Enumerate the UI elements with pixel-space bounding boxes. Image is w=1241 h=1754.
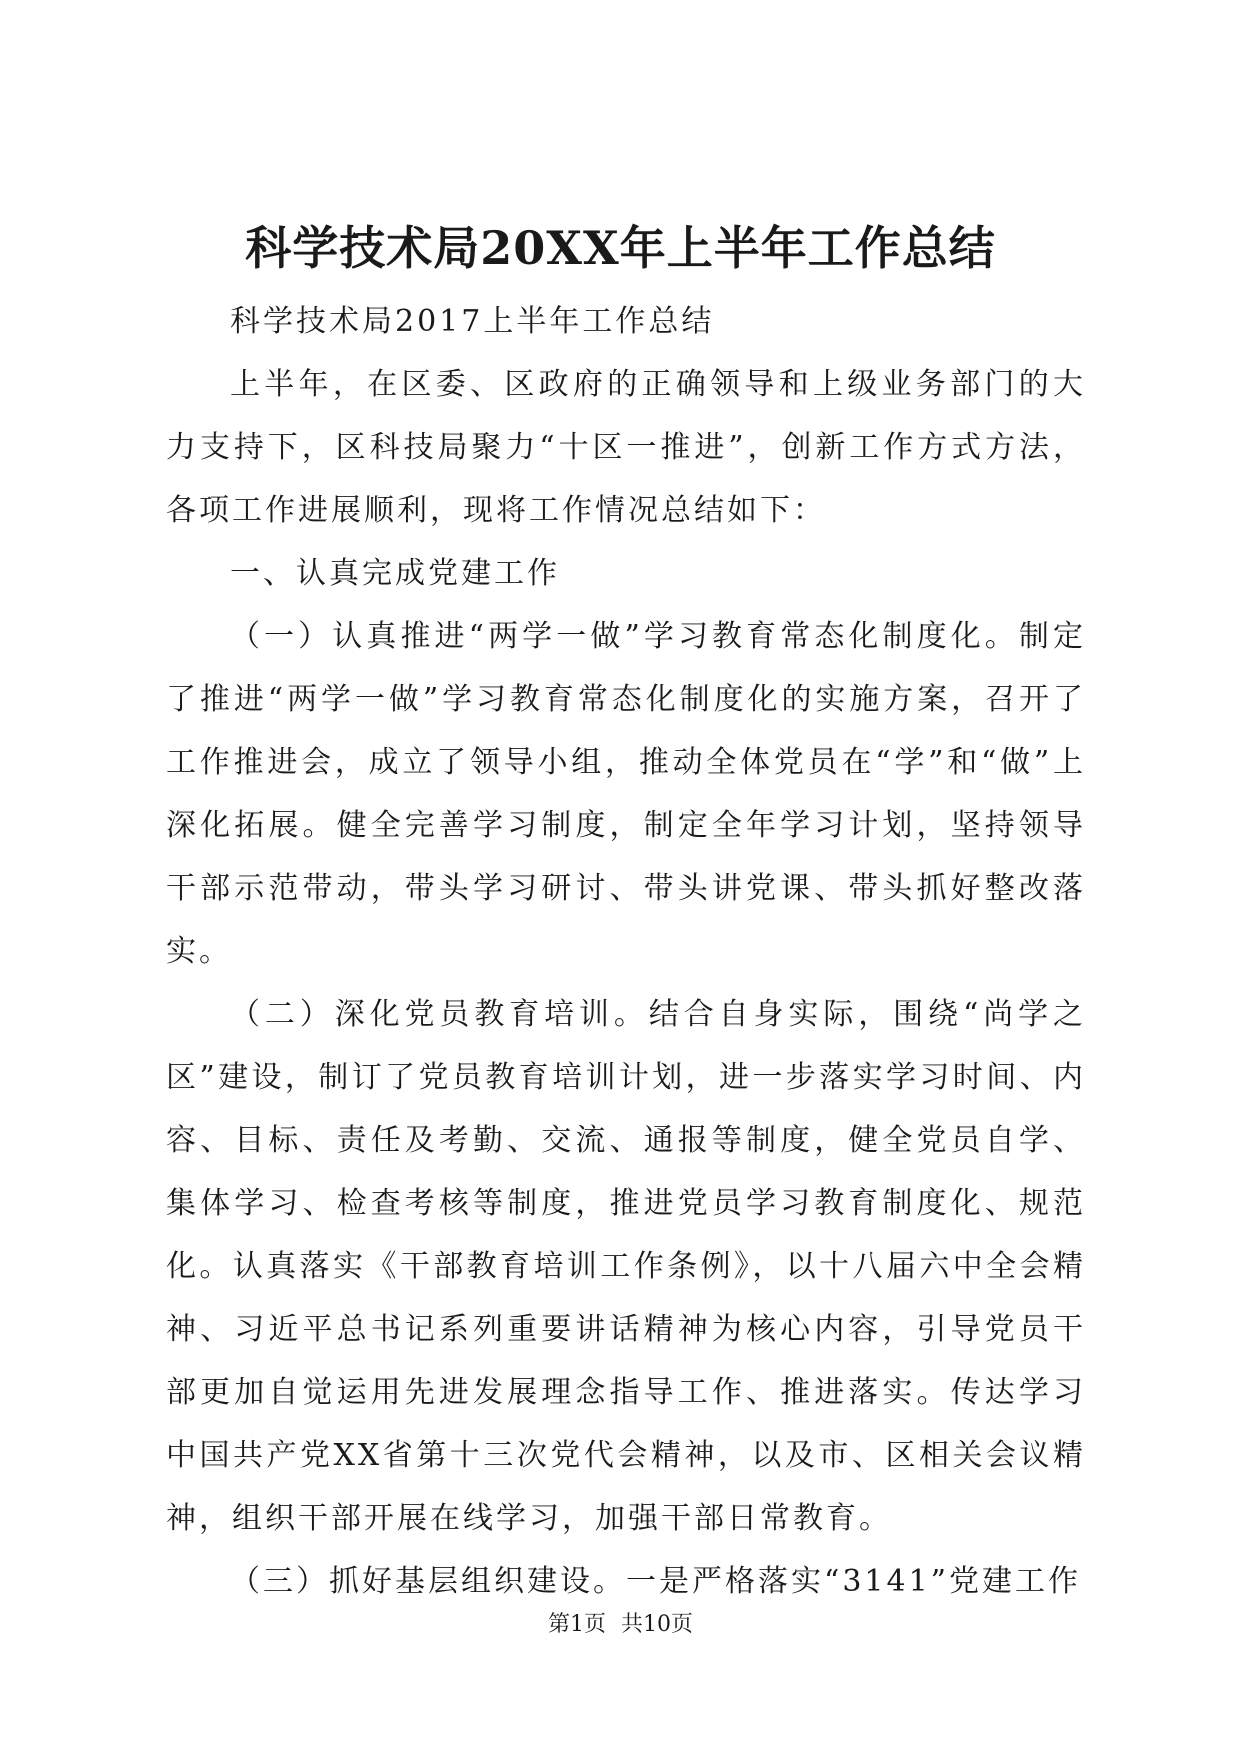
paragraph-item-1: （一）认真推进“两学一做”学习教育常态化制度化。制定了推进“两学一做”学习教育常态化制度化的实施方案，召开了工作推进会，成立了领导小组，推动全体党员在“学”和“做”上深化拓展。健全完善学习制度，制定全年学习计划，坚持领导干部示范带动，带头学习研讨、带头讲党课、带头抓好整改落实。 [166,619,1086,969]
paragraph-item-3: （三）抓好基层组织建设。一是严格落实“3141”党建工作 [230,1564,1082,1599]
section-heading-1: 一、认真完成党建工作 [230,556,560,591]
paragraph-item-2: （二）深化党员教育培训。结合自身实际，围绕“尚学之区”建设，制订了党员教育培训计划，进一步落实学习时间、内容、目标、责任及考勤、交流、通报等制度，健全党员自学、集体学习、检查考核等制度，推进党员学习教育制度化、规范化。认真落实《干部教育培训工作条例》，以十八届六中全会精神、习近平总书记系列重要讲话精神为核心内容，引导党员干部更加自觉运用先进发展理念指导工作、推进落实。传达学习中国共产党XX省第十三次党代会精神，以及市、区相关会议精神，组织干部开展在线学习，加强干部日常教育。 [166,997,1086,1536]
page-number: 第1页 [548,1612,606,1637]
page-total: 共10页 [621,1612,693,1637]
document-subtitle: 科学技术局2017上半年工作总结 [230,304,715,339]
intro-paragraph: 上半年，在区委、区政府的正确领导和上级业务部门的大力支持下，区科技局聚力“十区一推进”，创新工作方式方法，各项工作进展顺利，现将工作情况总结如下： [166,367,1086,528]
page-footer [0,1610,1241,1640]
document-body [166,290,1086,1613]
document-title: 科学技术局20XX年上半年工作总结 [245,221,996,275]
